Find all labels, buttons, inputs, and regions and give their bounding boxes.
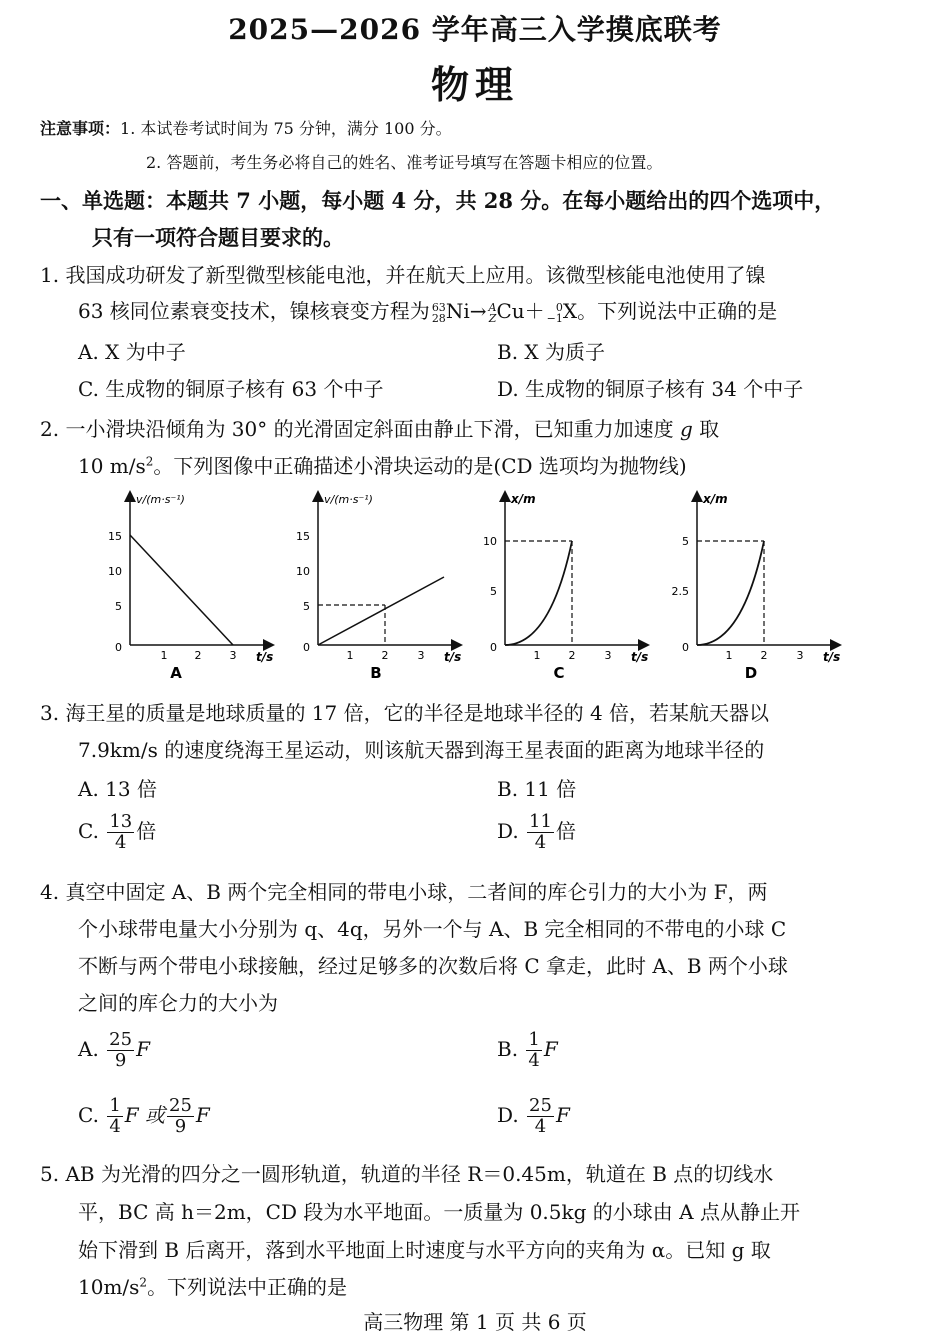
q4-option-c: [78, 1096, 210, 1137]
q1-line2: [78, 295, 777, 324]
q2-unit: 10 m/s: [78, 454, 146, 478]
y-tick: 5: [490, 585, 497, 598]
q1-line1: 1. 我国成功研发了新型微型核能电池，并在航天上应用。该微型核能电池使用了镍: [40, 263, 766, 287]
cu-symbol: Cu: [496, 299, 525, 323]
fraction: [107, 812, 134, 853]
section1-heading-line2: 只有一项符合题目要求的。: [92, 225, 344, 250]
fraction: [527, 1096, 554, 1137]
denominator: 9: [114, 1049, 127, 1071]
y-tick: 10: [296, 565, 310, 578]
q3-line1: 3. 海王星的质量是地球质量的 17 倍，它的半径是地球半径的 4 倍，若某航天器以: [40, 701, 770, 725]
denominator: 4: [534, 1115, 547, 1137]
q4-line2: 个小球带电量大小分别为 q、4q，另外一个与 A、B 完全相同的不带电的小球 C: [78, 917, 787, 941]
q4-option-b: [497, 1030, 558, 1071]
q5-unit-exponent: 2: [139, 1275, 148, 1290]
q3-line2: 7.9km/s 的速度绕海王星运动，则该航天器到海王星表面的距离为地球半径的: [78, 738, 765, 762]
x-atomic-number: −1: [546, 311, 563, 325]
denominator: 9: [174, 1115, 187, 1137]
x-axis-label: t/s: [256, 650, 274, 664]
q1-option-d: D. 生成物的铜原子核有 34 个中子: [497, 377, 804, 401]
numerator: 11: [529, 811, 552, 832]
x-axis-label: t/s: [823, 650, 841, 664]
y-tick: 5: [115, 600, 122, 613]
option-label: B.: [497, 1036, 519, 1061]
q4-option-a: [78, 1030, 150, 1071]
x-tick: 1: [160, 649, 168, 662]
denominator: 4: [528, 1049, 540, 1071]
force-symbol: F: [136, 1036, 150, 1061]
x-tick: 1: [346, 649, 354, 662]
x-tick: 2: [760, 649, 768, 662]
q4-line3: 不断与两个带电小球接触，经过足够多的次数后将 C 拿走，此时 A、B 两个小球: [78, 954, 788, 978]
option-label: D.: [497, 818, 519, 843]
numerator: 13: [109, 811, 133, 832]
numerator: 1: [528, 1029, 540, 1050]
force-symbol: F 或: [124, 1102, 165, 1127]
graph-a: [100, 485, 280, 685]
q5-unit: 10m/s: [78, 1275, 140, 1299]
y-tick: 15: [296, 530, 310, 543]
x-symbol: X: [562, 299, 578, 323]
numerator: 25: [529, 1095, 552, 1116]
subject-title: 物理: [430, 62, 519, 107]
option-label: A.: [78, 1036, 99, 1061]
fraction: [527, 812, 554, 853]
q1-option-b: B. X 为质子: [497, 340, 606, 364]
exam-title: 2025—2026 学年高三入学摸底联考: [228, 13, 722, 46]
page-footer: 高三物理 第 1 页 共 6 页: [363, 1310, 587, 1334]
q5-line2: 平，BC 高 h＝2m，CD 段为水平地面。一质量为 0.5kg 的小球由 A 点从静止开: [78, 1200, 800, 1224]
y-tick: 0: [490, 641, 497, 654]
y-tick: 0: [303, 641, 310, 654]
ni-mass-number: 63: [431, 300, 446, 314]
notes-item-2: 2. 答题前，考生务必将自己的姓名、准考证号填写在答题卡相应的位置。: [146, 153, 663, 172]
x-axis-label: t/s: [631, 650, 649, 664]
y-axis-label: v/(m·s⁻¹): [136, 493, 185, 506]
x-mass-number: 0: [555, 300, 563, 314]
q1-option-c: C. 生成物的铜原子核有 63 个中子: [78, 377, 384, 401]
x-tick: 3: [417, 649, 425, 662]
q2-unit-exponent: 2: [145, 454, 154, 469]
notes-item-1: 1. 本试卷考试时间为 75 分钟，满分 100 分。: [120, 119, 452, 138]
notes-line-1: [40, 116, 452, 139]
y-tick: 2.5: [671, 585, 689, 598]
numerator: 1: [109, 1095, 121, 1116]
x-axis-label: t/s: [444, 650, 462, 664]
force-symbol: F: [195, 1102, 210, 1127]
q4-option-d: [497, 1096, 570, 1137]
x-tick: 1: [533, 649, 541, 662]
x-tick: 3: [229, 649, 237, 662]
q2-line2: [78, 450, 687, 479]
velocity-line: [318, 577, 444, 645]
x-tick: 2: [568, 649, 576, 662]
velocity-line: [130, 535, 233, 645]
parabola-curve: [505, 541, 572, 645]
q2-line1-end: 取: [699, 417, 720, 441]
cu-mass-number: A: [488, 300, 497, 314]
q5-line3: 始下滑到 B 后离开，落到水平地面上时速度与水平方向的夹角为 α。已知 g 取: [78, 1238, 771, 1262]
y-tick: 5: [303, 600, 310, 613]
y-tick: 0: [115, 641, 122, 654]
denominator: 4: [115, 831, 127, 853]
notes-label: 注意事项：: [40, 119, 121, 138]
numerator: 25: [169, 1095, 192, 1116]
x-tick: 2: [194, 649, 202, 662]
decay-arrow: →: [469, 299, 487, 323]
plus-sign: ＋: [524, 299, 545, 323]
fraction: [107, 1030, 134, 1071]
fraction: [526, 1030, 541, 1071]
y-tick: 10: [108, 565, 122, 578]
q1-option-a: A. X 为中子: [78, 340, 186, 364]
q4-line1: 4. 真空中固定 A、B 两个完全相同的带电小球，二者间的库仑引力的大小为 F，两: [40, 880, 768, 904]
ni-symbol: Ni: [445, 299, 470, 323]
fraction: [107, 1096, 122, 1137]
ni-atomic-number: 28: [431, 311, 446, 325]
unit: 倍: [136, 818, 157, 843]
q2-line1: [40, 413, 719, 442]
option-label: C.: [78, 818, 99, 843]
numerator: 25: [109, 1029, 133, 1050]
x-tick: 1: [725, 649, 733, 662]
q1-line2-suffix: 。下列说法中正确的是: [577, 299, 778, 323]
force-symbol: F: [543, 1036, 558, 1061]
section1-heading-line1: 一、单选题：本题共 7 小题，每小题 4 分，共 28 分。在每小题给出的四个选项中，: [40, 188, 836, 213]
fraction: [167, 1096, 194, 1137]
force-symbol: F: [555, 1102, 570, 1127]
unit: 倍: [555, 818, 576, 843]
y-axis-label: x/m: [511, 492, 536, 506]
y-axis-label: x/m: [703, 492, 728, 506]
x-tick: 3: [604, 649, 612, 662]
graph-c: [475, 485, 655, 685]
graph-b: [288, 485, 468, 685]
graph-label: A: [170, 664, 182, 682]
q1-line2-prefix: 63 核同位素衰变技术，镍核衰变方程为: [78, 299, 430, 323]
q3-option-c: [78, 812, 156, 853]
y-tick: 0: [682, 641, 689, 654]
x-tick: 2: [381, 649, 389, 662]
graph-label: C: [553, 664, 565, 682]
q4-line4: 之间的库仑力的大小为: [78, 991, 278, 1015]
graph-label: B: [370, 664, 382, 682]
q2-line2-text: 。下列图像中正确描述小滑块运动的是(CD 选项均为抛物线): [153, 454, 687, 478]
graph-d: [667, 485, 847, 685]
y-tick: 10: [483, 535, 497, 548]
x-tick: 3: [796, 649, 804, 662]
cu-atomic-number: Z: [488, 311, 497, 325]
y-tick: 5: [682, 535, 689, 548]
q5-line1: 5. AB 为光滑的四分之一圆形轨道，轨道的半径 R＝0.45m，轨道在 B 点的切线水: [40, 1162, 774, 1186]
graph-label: D: [744, 664, 758, 682]
q3-option-d: [497, 812, 576, 853]
q5-line4-text: 。下列说法中正确的是: [147, 1275, 348, 1299]
y-axis-label: v/(m·s⁻¹): [324, 493, 373, 506]
q5-line4: [78, 1271, 347, 1300]
q3-option-b: B. 11 倍: [497, 777, 577, 801]
option-label: D.: [497, 1102, 519, 1127]
denominator: 4: [534, 831, 547, 853]
q2-line1-text: 2. 一小滑块沿倾角为 30° 的光滑固定斜面由静止下滑，已知重力加速度: [40, 417, 674, 441]
q2-g-symbol: g: [679, 417, 693, 441]
y-tick: 15: [108, 530, 122, 543]
parabola-curve: [697, 541, 764, 645]
denominator: 4: [109, 1115, 121, 1137]
option-label: C.: [78, 1102, 99, 1127]
x-nuclide-numbers: [547, 302, 563, 324]
q3-option-a: A. 13 倍: [78, 777, 157, 801]
ni-nuclide-numbers: [432, 302, 446, 324]
